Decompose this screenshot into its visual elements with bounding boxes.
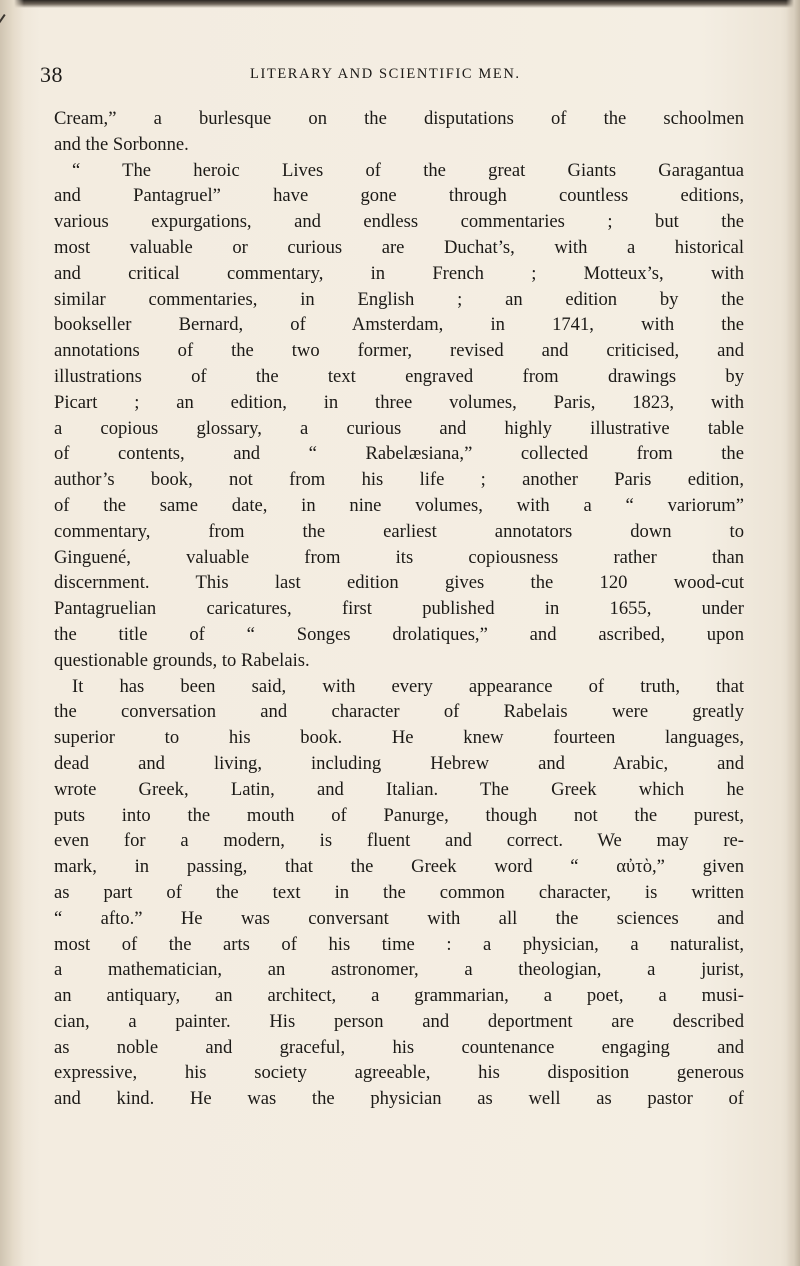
text-line: wrote Greek, Latin, and Italian. The Greek which he (54, 778, 744, 800)
text-line: dead and living, including Hebrew and Arabic, and (54, 752, 744, 774)
text-line: discernment. This last edition gives the 120 wood-cut (54, 572, 744, 594)
text-line: the conversation and character of Rabelais were greatly (54, 701, 744, 723)
text-line: puts into the mouth of Panurge, though not the purest, (54, 804, 744, 826)
text-line: commentary, from the earliest annotators down to (54, 520, 744, 542)
body-text (54, 106, 744, 1112)
text-line: Ginguené, valuable from its copiousness rather than (54, 546, 744, 568)
text-line: as noble and graceful, his countenance engaging and (54, 1036, 744, 1058)
text-line: cian, a painter. His person and deportment are described (54, 1010, 744, 1032)
text-line: author’s book, not from his life ; another Paris edition, (54, 469, 744, 491)
running-head: LITERARY AND SCIENTIFIC MEN. (250, 66, 521, 82)
text-line: bookseller Bernard, of Amsterdam, in 1741, with the (54, 314, 744, 336)
text-line: the title of “ Songes drolatiques,” and ascribed, upon (54, 623, 744, 645)
page-header (0, 62, 800, 92)
text-line: most valuable or curious are Duchat’s, with a historical (54, 236, 744, 258)
text-line: and the Sorbonne. (54, 133, 189, 155)
text-line: “ The heroic Lives of the great Giants Garagantua (72, 159, 744, 181)
text-line: expressive, his society agreeable, his disposition generous (54, 1062, 744, 1084)
text-line: Pantagruelian caricatures, first published in 1655, under (54, 598, 744, 620)
text-line: even for a modern, is fluent and correct. We may re- (54, 830, 744, 852)
text-line: as part of the text in the common character, is written (54, 881, 744, 903)
page-top-edge (0, 0, 800, 8)
text-line: annotations of the two former, revised and criticised, and (54, 340, 744, 362)
page-right-edge (786, 0, 800, 1266)
text-line: and kind. He was the physician as well as pastor of (54, 1088, 744, 1110)
text-line: questionable grounds, to Rabelais. (54, 649, 310, 671)
text-line: a mathematician, an astronomer, a theologian, a jurist, (54, 959, 744, 981)
text-line: of contents, and “ Rabelæsiana,” collected from the (54, 443, 744, 465)
text-line: “ afto.” He was conversant with all the sciences and (54, 907, 744, 929)
text-line: a copious glossary, a curious and highly illustrative table (54, 417, 744, 439)
text-line: and Pantagruel” have gone through countless editions, (54, 185, 744, 207)
text-line: illustrations of the text engraved from drawings by (54, 365, 744, 387)
text-line: It has been said, with every appearance of truth, that (72, 675, 744, 697)
text-line: Picart ; an edition, in three volumes, Paris, 1823, with (54, 391, 744, 413)
text-line: and critical commentary, in French ; Motteux’s, with (54, 262, 744, 284)
page-number: 38 (40, 62, 63, 87)
text-line: Cream,” a burlesque on the disputations of the schoolmen (54, 108, 744, 129)
text-line: superior to his book. He knew fourteen languages, (54, 727, 744, 749)
text-line: similar commentaries, in English ; an edition by the (54, 288, 744, 310)
text-line: an antiquary, an architect, a grammarian, a poet, a musi- (54, 985, 744, 1007)
text-line: various expurgations, and endless commentaries ; but the (54, 211, 744, 233)
text-line: of the same date, in nine volumes, with a “ variorum” (54, 494, 744, 516)
text-line: most of the arts of his time : a physician, a naturalist, (54, 933, 744, 955)
page-left-edge (0, 0, 24, 1266)
text-line: mark, in passing, that the Greek word “ αὐτὸ,” given (54, 856, 744, 878)
